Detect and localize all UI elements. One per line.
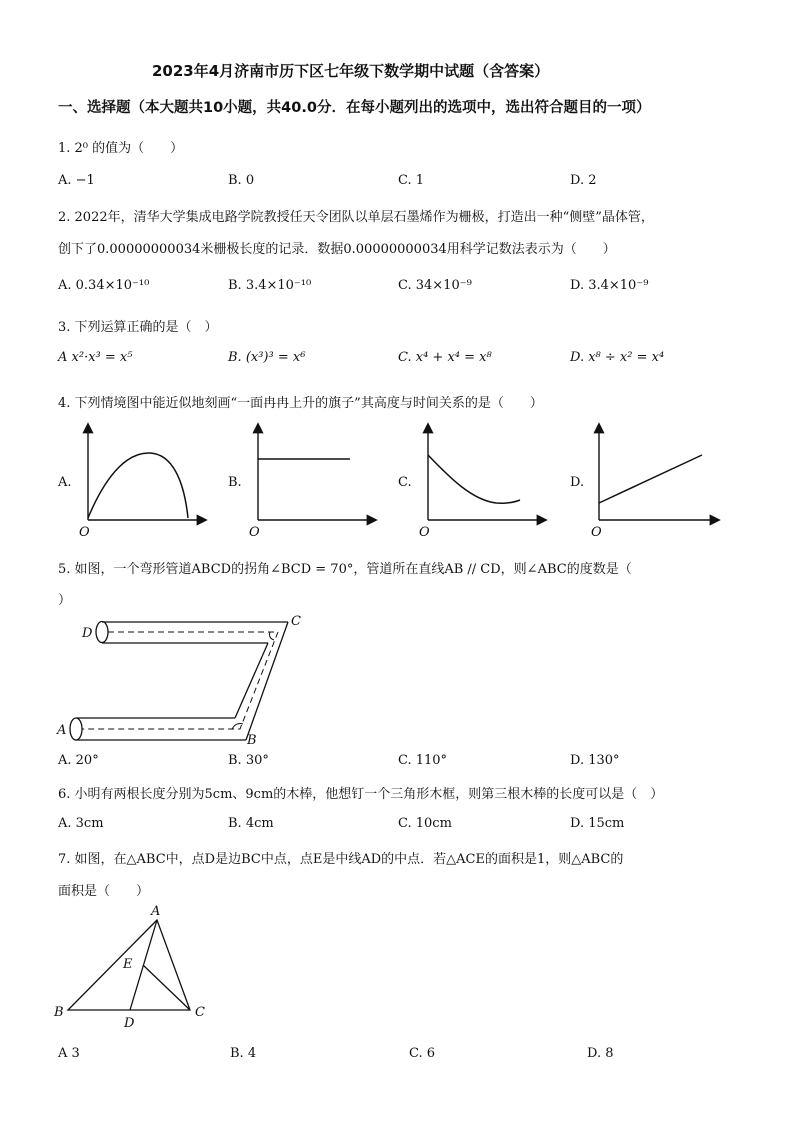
- q5-option-c[interactable]: C. 110°: [398, 753, 448, 768]
- q5-label-d: D: [82, 626, 93, 641]
- question-7-stem-line1: 7. 如图，在△ABC中，点D是边BC中点，点E是中线AD的中点．若△ACE的面积是1，则△ABC的: [58, 852, 624, 867]
- q5-label-c: C: [291, 614, 301, 629]
- q7-option-b[interactable]: B. 4: [230, 1046, 257, 1061]
- q1-option-b[interactable]: B. 0: [228, 173, 255, 188]
- graph-c-origin-label: O: [419, 525, 430, 540]
- q5-option-b[interactable]: B. 30°: [228, 753, 269, 768]
- q3-option-b[interactable]: B. (x³)³ = x⁶: [228, 350, 306, 365]
- q6-option-b[interactable]: B. 4cm: [228, 816, 274, 831]
- q7-option-c[interactable]: C. 6: [409, 1046, 436, 1061]
- q2-option-b[interactable]: B. 3.4×10⁻¹⁰: [228, 278, 312, 293]
- question-5-stem-line2: ）: [58, 593, 72, 608]
- question-6-stem: 6. 小明有两根长度分别为5cm、9cm的木棒，他想钉一个三角形木框，则第三根木棒的长度可以是（ ）: [58, 787, 664, 802]
- question-2-stem-line1: 2. 2022年，清华大学集成电路学院教授任天令团队以单层石墨烯作为栅极，打造出一种“侧壁”晶体管，: [58, 210, 654, 225]
- q7-label-d: D: [124, 1016, 135, 1031]
- q5-option-a[interactable]: A. 20°: [58, 753, 99, 768]
- q2-option-a[interactable]: A. 0.34×10⁻¹⁰: [58, 278, 150, 293]
- q7-option-a[interactable]: A 3: [58, 1046, 80, 1061]
- q1-option-a[interactable]: A. −1: [58, 173, 95, 188]
- q7-label-b: B: [54, 1005, 64, 1020]
- graph-d-origin-label: O: [591, 525, 602, 540]
- graph-b-origin-label: O: [249, 525, 260, 540]
- q2-option-d[interactable]: D. 3.4×10⁻⁹: [570, 278, 649, 293]
- page-title: 2023年4月济南市历下区七年级下数学期中试题（含答案）: [152, 62, 550, 80]
- q3-option-c[interactable]: C. x⁴ + x⁴ = x⁸: [398, 350, 492, 365]
- q7-option-d[interactable]: D. 8: [587, 1046, 614, 1061]
- q6-option-a[interactable]: A. 3cm: [58, 816, 104, 831]
- q1-option-c[interactable]: C. 1: [398, 173, 425, 188]
- q7-label-a: A: [151, 904, 161, 919]
- q3-option-d[interactable]: D. x⁸ ÷ x² = x⁴: [570, 350, 665, 365]
- graph-a-origin-label: O: [79, 525, 90, 540]
- question-2-stem-line2: 创下了0.00000000034米栅极长度的记录．数据0.00000000034用科学记数法表示为（ ）: [58, 242, 616, 257]
- q5-label-b: B: [247, 733, 257, 748]
- q7-label-e: E: [123, 957, 133, 972]
- q6-option-c[interactable]: C. 10cm: [398, 816, 452, 831]
- section-heading: 一、选择题（本大题共10小题，共40.0分．在每小题列出的选项中，选出符合题目的一项）: [58, 100, 651, 116]
- q5-label-a: A: [57, 723, 67, 738]
- question-1-stem: 1. 2⁰ 的值为（ ）: [58, 141, 184, 156]
- q2-option-c[interactable]: C. 34×10⁻⁹: [398, 278, 472, 293]
- q6-option-d[interactable]: D. 15cm: [570, 816, 625, 831]
- q3-option-a[interactable]: A x²·x³ = x⁵: [58, 350, 133, 365]
- q4-option-c[interactable]: C.: [398, 475, 412, 490]
- question-7-stem-line2: 面积是（ ）: [58, 884, 150, 899]
- q4-option-a[interactable]: A.: [58, 475, 72, 490]
- q5-option-d[interactable]: D. 130°: [570, 753, 620, 768]
- q1-option-d[interactable]: D. 2: [570, 173, 597, 188]
- q4-option-b[interactable]: B.: [228, 475, 242, 490]
- q4-option-d[interactable]: D.: [570, 475, 585, 490]
- question-4-stem: 4. 下列情境图中能近似地刻画“一面冉冉上升的旗子”其高度与时间关系的是（ ）: [58, 396, 543, 411]
- question-5-stem-line1: 5. 如图，一个弯形管道ABCD的拐角∠BCD = 70°，管道所在直线AB // CD，则∠ABC的度数是（: [58, 562, 632, 577]
- question-3-stem: 3. 下列运算正确的是（ ）: [58, 320, 218, 335]
- q7-label-c: C: [195, 1005, 205, 1020]
